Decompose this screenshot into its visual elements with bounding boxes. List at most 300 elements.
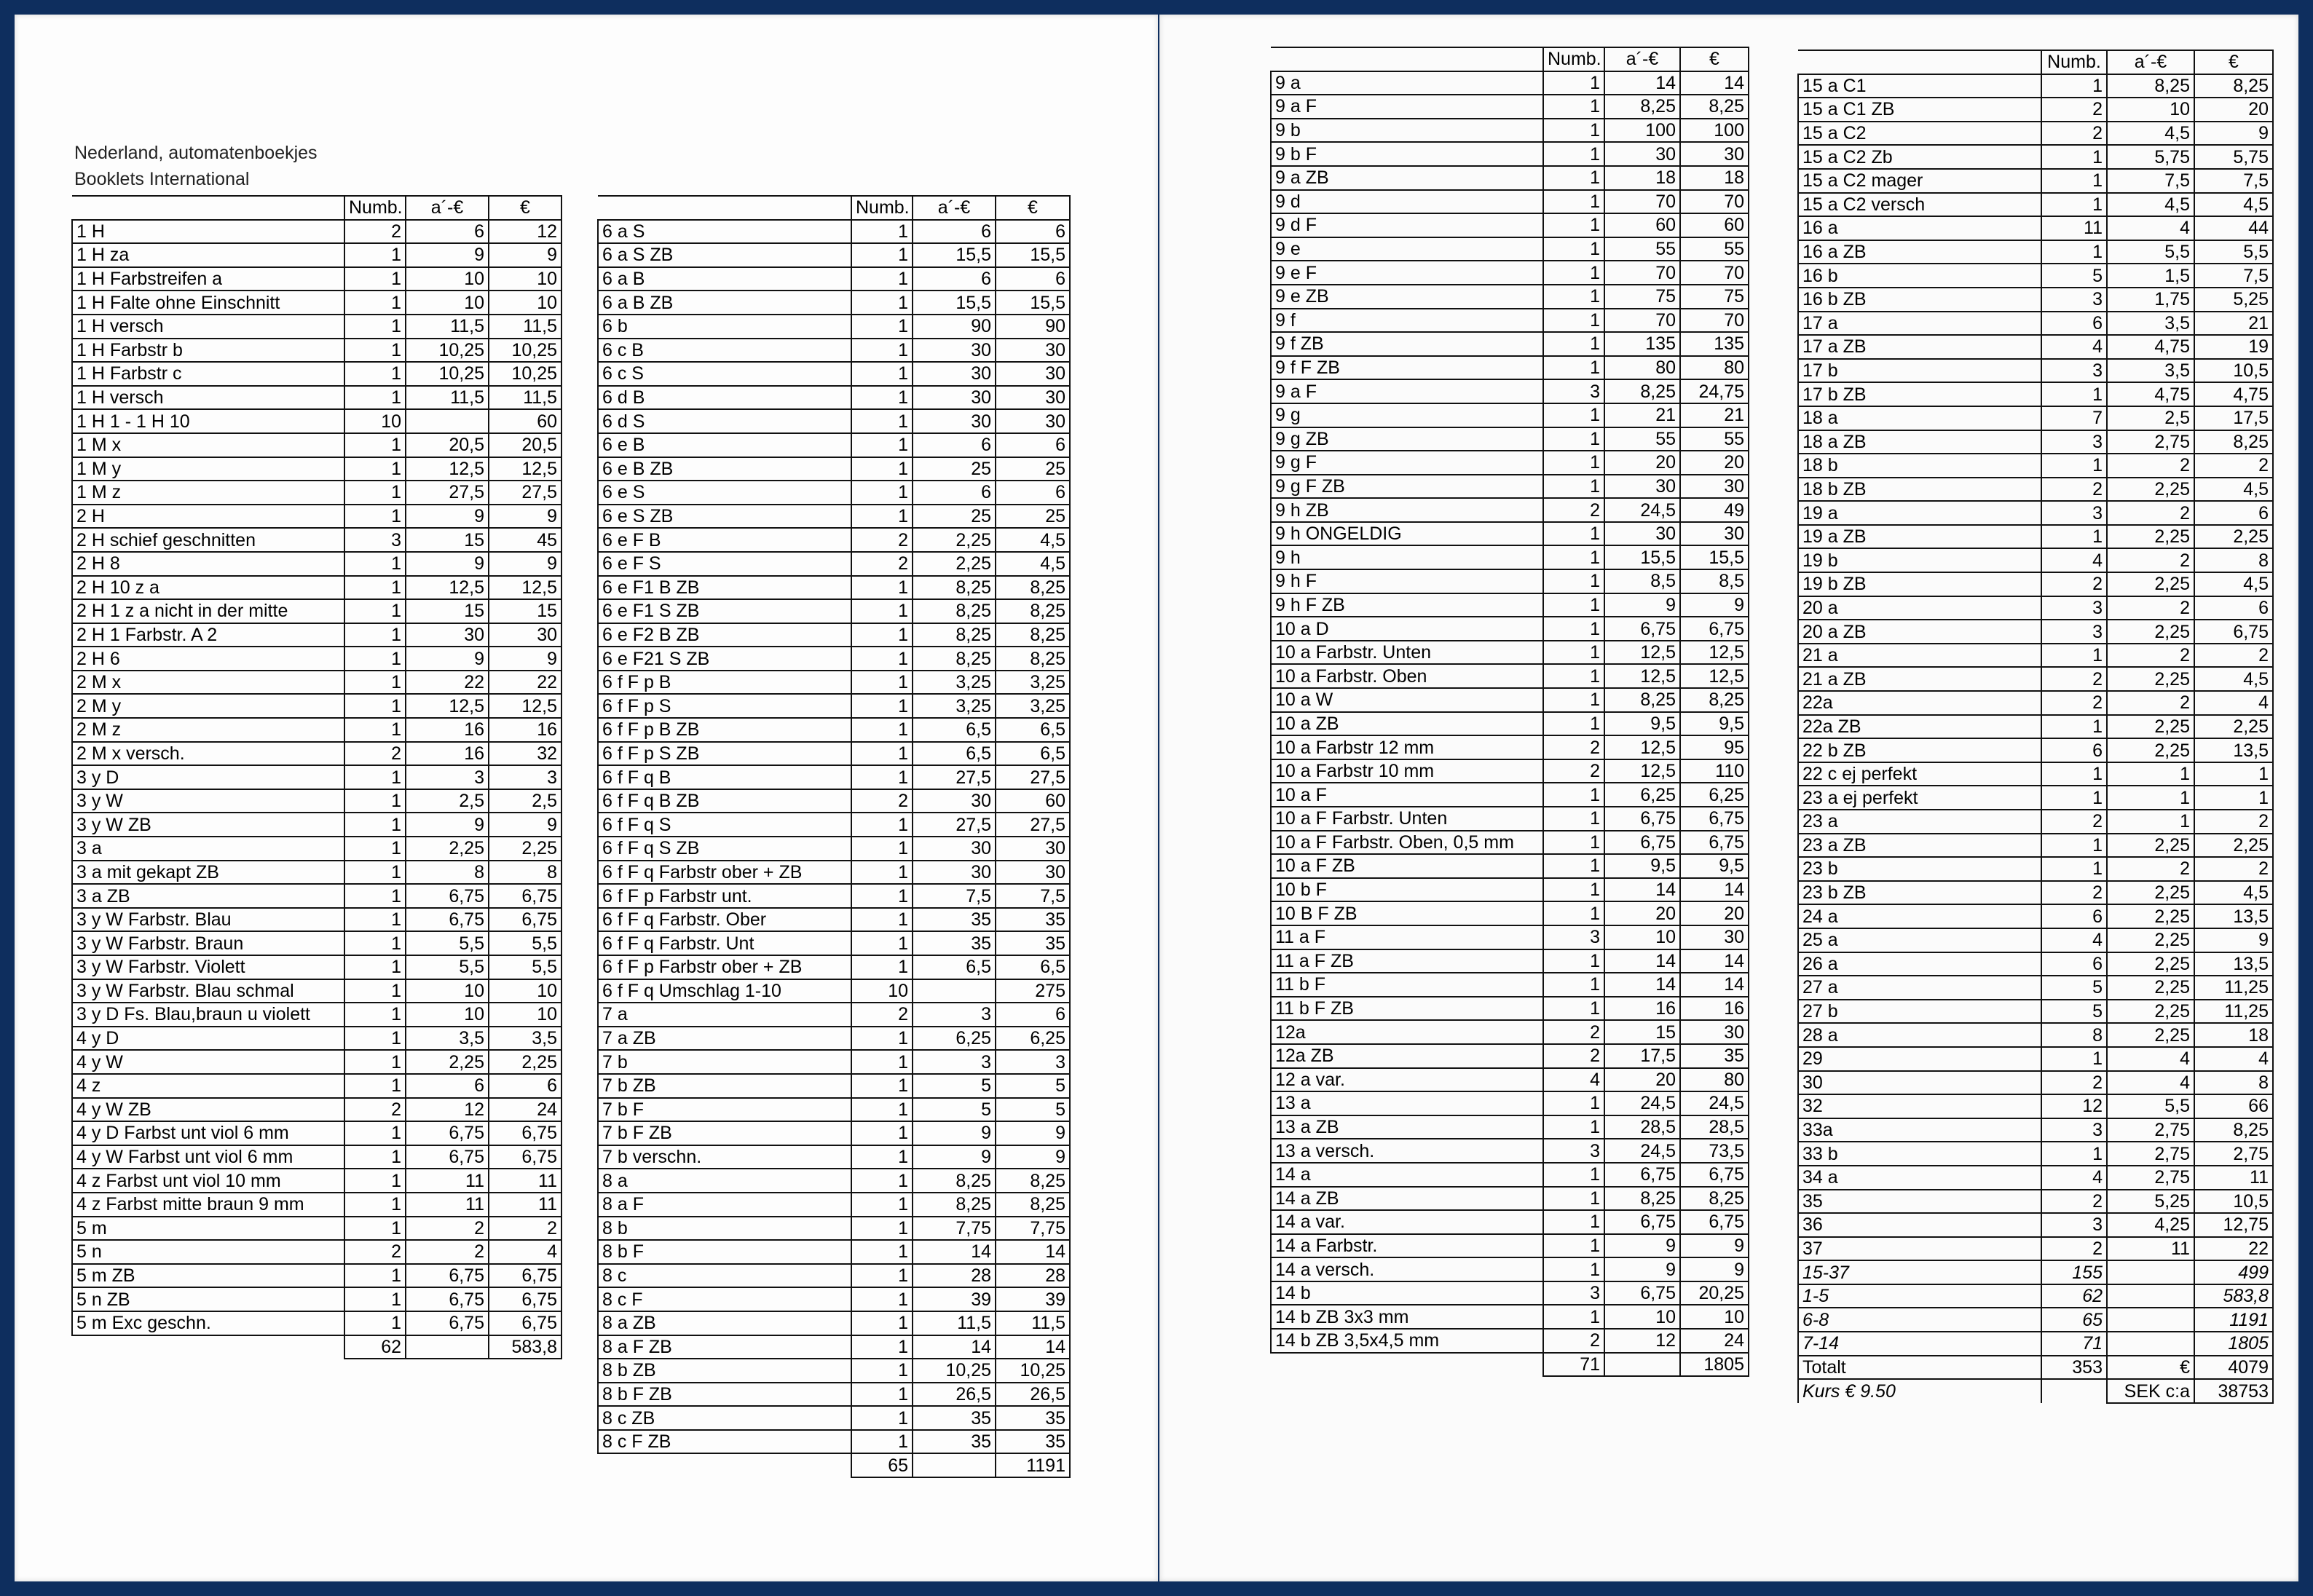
row-numb: 5 (2041, 1000, 2107, 1024)
row-each: 17,5 (1604, 1044, 1680, 1068)
row-total: 1 (2194, 762, 2273, 786)
row-numb: 1 (1543, 688, 1604, 712)
table-row (1271, 1020, 1749, 1044)
table-row (598, 505, 1070, 529)
row-numb: 1 (851, 694, 913, 718)
table-row (1798, 1047, 2273, 1071)
row-numb: 1 (1543, 1187, 1604, 1211)
row-numb: 3 (2041, 1118, 2107, 1142)
row-label: 3 y D (72, 765, 344, 789)
table-row (72, 955, 561, 979)
row-label: 9 h F ZB (1271, 593, 1543, 617)
row-each: 30 (913, 837, 996, 861)
table-row (598, 813, 1070, 837)
row-total: 11 (489, 1169, 561, 1193)
row-total: 26,5 (996, 1383, 1070, 1407)
row-each: 24,5 (1604, 498, 1680, 522)
row-total: 18 (1680, 166, 1749, 190)
total-sum: 1191 (996, 1453, 1070, 1477)
row-each: 30 (913, 861, 996, 885)
row-total: 11,5 (996, 1311, 1070, 1335)
summary-each (2107, 1284, 2194, 1308)
table-row (598, 481, 1070, 505)
row-total: 4,5 (2194, 478, 2273, 502)
row-total: 15 (489, 599, 561, 623)
row-numb: 1 (851, 884, 913, 908)
row-each: 4,75 (2107, 335, 2194, 359)
row-numb: 1 (344, 1264, 406, 1288)
row-label: 8 c F ZB (598, 1430, 851, 1454)
row-label: 8 b (598, 1217, 851, 1241)
table-row (72, 481, 561, 505)
price-table-4 (1797, 50, 2274, 1404)
row-each: 16 (1604, 997, 1680, 1021)
row-numb: 1 (1543, 190, 1604, 214)
row-total: 15,5 (996, 291, 1070, 315)
table-row (598, 1121, 1070, 1145)
table-row (598, 1003, 1070, 1027)
table-row (1271, 831, 1749, 855)
table-row (1798, 525, 2273, 549)
table-row (1271, 854, 1749, 878)
row-label: 14 b ZB 3,5x4,5 mm (1271, 1329, 1543, 1353)
row-each: 100 (1604, 119, 1680, 143)
row-label: 33a (1798, 1118, 2041, 1142)
row-label: 1 H za (72, 243, 344, 267)
row-each: 11,5 (406, 315, 489, 339)
row-numb: 1 (1543, 119, 1604, 143)
row-each: 15,5 (913, 243, 996, 267)
row-total: 24,75 (1680, 379, 1749, 403)
summary-row (1798, 1308, 2273, 1332)
table-row (598, 1050, 1070, 1074)
row-each: 2 (2107, 691, 2194, 715)
row-total: 8,25 (996, 647, 1070, 671)
row-label: 14 a var. (1271, 1210, 1543, 1234)
row-each: 1 (2107, 810, 2194, 834)
summary-numb: 65 (2041, 1308, 2107, 1332)
row-each: 12,5 (1604, 735, 1680, 759)
row-each: 2,25 (2107, 976, 2194, 1000)
table-row (1271, 807, 1749, 831)
row-label: 2 H (72, 505, 344, 529)
table-row (1798, 715, 2273, 739)
row-numb: 1 (1543, 285, 1604, 309)
row-total: 2,25 (489, 837, 561, 861)
total-blank (598, 1453, 851, 1477)
row-total: 6 (996, 1003, 1070, 1027)
row-each: 30 (913, 789, 996, 813)
row-each: 6,75 (1604, 617, 1680, 641)
row-label: 1 M x (72, 433, 344, 457)
column-header-numb: Numb. (1543, 47, 1604, 71)
row-label: 13 a ZB (1271, 1115, 1543, 1139)
row-each: 8,25 (913, 647, 996, 671)
table-row (1271, 95, 1749, 119)
row-numb: 1 (851, 1145, 913, 1169)
row-label: 9 f (1271, 309, 1543, 333)
row-numb: 1 (1543, 712, 1604, 736)
row-numb: 1 (344, 576, 406, 600)
table-row (598, 1406, 1070, 1430)
table-row (598, 1287, 1070, 1311)
row-numb: 1 (344, 362, 406, 386)
table-row (598, 552, 1070, 576)
table-row (598, 433, 1070, 457)
row-numb: 1 (851, 742, 913, 766)
table-row (1271, 545, 1749, 569)
row-numb: 1 (1543, 878, 1604, 902)
row-label: 17 b ZB (1798, 382, 2041, 406)
row-label: 9 g (1271, 403, 1543, 427)
row-numb: 1 (344, 243, 406, 267)
row-numb: 4 (2041, 1166, 2107, 1190)
row-each: 6 (406, 220, 489, 244)
table-row (72, 433, 561, 457)
row-numb: 1 (1543, 997, 1604, 1021)
row-label: 6 e F1 S ZB (598, 599, 851, 623)
row-label: 6 f F p Farbstr unt. (598, 884, 851, 908)
table-row (1798, 928, 2273, 952)
table-row (598, 362, 1070, 386)
row-each: 6,75 (406, 1145, 489, 1169)
row-each: 2,25 (913, 552, 996, 576)
row-each: 10,25 (913, 1359, 996, 1383)
page-left (15, 15, 1158, 1581)
row-each: 6,75 (406, 908, 489, 932)
row-label: 23 a (1798, 810, 2041, 834)
row-label: 16 b (1798, 264, 2041, 288)
row-numb: 1 (344, 765, 406, 789)
table-row (598, 837, 1070, 861)
row-label: 16 a ZB (1798, 240, 2041, 264)
row-label: 10 a F Farbstr. Unten (1271, 807, 1543, 831)
row-each: 60 (1604, 213, 1680, 237)
row-numb: 1 (1543, 949, 1604, 973)
table-row (1271, 759, 1749, 783)
row-each: 5,5 (406, 931, 489, 955)
row-each: 30 (406, 623, 489, 647)
row-total: 5,75 (2194, 145, 2273, 169)
row-each: 2,25 (2107, 738, 2194, 762)
row-total: 4 (2194, 691, 2273, 715)
row-label: 7 b F (598, 1098, 851, 1122)
row-total: 6 (996, 220, 1070, 244)
row-label: 4 z Farbst unt viol 10 mm (72, 1169, 344, 1193)
table-row (72, 1074, 561, 1098)
row-total: 24,5 (1680, 1091, 1749, 1115)
row-numb: 3 (2041, 359, 2107, 383)
row-total: 30 (1680, 1020, 1749, 1044)
row-label: 12 a var. (1271, 1068, 1543, 1092)
row-numb: 4 (2041, 928, 2107, 952)
row-label: 18 a ZB (1798, 430, 2041, 454)
row-label: 25 a (1798, 928, 2041, 952)
row-each: 6,25 (913, 1027, 996, 1051)
row-label: 2 M x versch. (72, 742, 344, 766)
row-numb: 1 (851, 765, 913, 789)
row-each: 8,25 (913, 1169, 996, 1193)
row-label: 16 b ZB (1798, 288, 2041, 312)
row-total: 8 (2194, 1071, 2273, 1095)
row-total: 10,5 (2194, 359, 2273, 383)
table-row (1271, 309, 1749, 333)
row-each: 2,25 (2107, 715, 2194, 739)
row-numb: 1 (1543, 95, 1604, 119)
row-numb: 1 (1543, 1234, 1604, 1258)
table-row (1798, 122, 2273, 146)
row-numb: 1 (1543, 451, 1604, 475)
column-header-each: a´-€ (406, 196, 489, 220)
row-each: 7,75 (913, 1217, 996, 1241)
row-total: 8 (489, 861, 561, 885)
row-label: 5 m Exc geschn. (72, 1311, 344, 1335)
row-label: 7 a (598, 1003, 851, 1027)
row-numb: 1 (1543, 1257, 1604, 1281)
row-label: 37 (1798, 1237, 2041, 1261)
table-row (72, 243, 561, 267)
row-each: 15 (406, 599, 489, 623)
row-numb: 6 (2041, 738, 2107, 762)
table-row (1271, 617, 1749, 641)
table-row (1271, 522, 1749, 546)
summary-each (2107, 1332, 2194, 1356)
row-total: 20 (1680, 901, 1749, 925)
row-total: 9,5 (1680, 712, 1749, 736)
row-label: 15 a C2 (1798, 122, 2041, 146)
row-label: 7 b ZB (598, 1074, 851, 1098)
row-label: 3 y W Farbstr. Braun (72, 931, 344, 955)
row-numb: 1 (344, 1121, 406, 1145)
row-total: 9 (1680, 1257, 1749, 1281)
row-label: 6 e F1 B ZB (598, 576, 851, 600)
row-each: 3,5 (406, 1027, 489, 1051)
row-total: 24 (489, 1098, 561, 1122)
row-numb: 1 (1543, 569, 1604, 593)
row-total: 8,25 (996, 623, 1070, 647)
row-label: 6 f F q Farbstr. Unt (598, 931, 851, 955)
row-label: 17 a (1798, 312, 2041, 336)
table-row (1798, 430, 2273, 454)
table-row (1271, 379, 1749, 403)
row-label: 9 h ZB (1271, 498, 1543, 522)
row-each: 70 (1604, 309, 1680, 333)
row-numb: 2 (1543, 1044, 1604, 1068)
row-numb: 1 (851, 576, 913, 600)
table-row (598, 955, 1070, 979)
table-row (1271, 427, 1749, 451)
row-each: 10 (406, 267, 489, 291)
row-total: 12,5 (1680, 641, 1749, 665)
table-row (1271, 166, 1749, 190)
row-numb: 1 (2041, 454, 2107, 478)
row-total: 10,25 (996, 1359, 1070, 1383)
row-each: 70 (1604, 190, 1680, 214)
row-label: 6 c B (598, 339, 851, 363)
row-numb: 11 (2041, 216, 2107, 240)
table-row (598, 457, 1070, 481)
row-label: 10 a Farbstr. Unten (1271, 641, 1543, 665)
row-label: 3 a (72, 837, 344, 861)
row-each: 27,5 (913, 765, 996, 789)
row-numb: 1 (2041, 857, 2107, 881)
table-row (598, 409, 1070, 433)
row-label: 4 y W ZB (72, 1098, 344, 1122)
row-numb: 12 (2041, 1094, 2107, 1118)
row-label: 10 a Farbstr. Oben (1271, 664, 1543, 688)
row-total: 3,25 (996, 671, 1070, 695)
row-each: 6,75 (1604, 807, 1680, 831)
table-row (1798, 216, 2273, 240)
row-each: 25 (913, 457, 996, 481)
row-total: 9 (2194, 122, 2273, 146)
row-total: 6,75 (2194, 620, 2273, 644)
row-label: 6 f F q B ZB (598, 789, 851, 813)
table-row (72, 267, 561, 291)
table-row (1271, 688, 1749, 712)
row-total: 30 (996, 362, 1070, 386)
row-numb: 1 (344, 433, 406, 457)
row-label: 15 a C1 (1798, 74, 2041, 98)
table-row (72, 671, 561, 695)
table-row (1271, 1281, 1749, 1305)
row-label: 10 b F (1271, 878, 1543, 902)
row-each: 12,5 (1604, 664, 1680, 688)
table-row (1798, 312, 2273, 336)
summary-numb: 62 (2041, 1284, 2107, 1308)
summary-total: 1191 (2194, 1308, 2273, 1332)
row-numb: 1 (1543, 403, 1604, 427)
row-each: 8,5 (1604, 569, 1680, 593)
row-numb: 1 (851, 1193, 913, 1217)
row-numb: 1 (851, 718, 913, 742)
row-total: 95 (1680, 735, 1749, 759)
table-row (598, 694, 1070, 718)
row-each: 6,75 (1604, 1281, 1680, 1305)
row-label: 6 f F q S (598, 813, 851, 837)
document-title: Nederland, automatenboekjes (74, 143, 318, 163)
table-row (1271, 285, 1749, 309)
row-label: 6 a S ZB (598, 243, 851, 267)
row-each: 6,75 (406, 884, 489, 908)
table-row (72, 1050, 561, 1074)
row-each: 10 (406, 979, 489, 1003)
table-row (1798, 572, 2273, 596)
row-numb: 2 (344, 742, 406, 766)
table-row (598, 1074, 1070, 1098)
row-total: 2,25 (2194, 834, 2273, 858)
row-numb: 1 (344, 671, 406, 695)
table-row (72, 599, 561, 623)
summary-each (2107, 1260, 2194, 1284)
row-each: 6 (913, 267, 996, 291)
table-row (598, 765, 1070, 789)
row-each: 10 (2107, 98, 2194, 122)
table-row (72, 789, 561, 813)
row-each: 1,75 (2107, 288, 2194, 312)
row-total: 18 (2194, 1023, 2273, 1047)
header-row (1798, 50, 2273, 74)
row-label: 23 b ZB (1798, 881, 2041, 905)
row-each: 2 (406, 1217, 489, 1241)
row-each: 2,25 (2107, 1023, 2194, 1047)
table-row (72, 1145, 561, 1169)
row-numb: 1 (851, 813, 913, 837)
table-row (72, 647, 561, 671)
table-row (598, 1264, 1070, 1288)
row-total: 35 (1680, 1044, 1749, 1068)
row-label: 1 H Farbstreifen a (72, 267, 344, 291)
row-total: 9 (489, 552, 561, 576)
table-row (1798, 145, 2273, 169)
row-total: 4,5 (996, 528, 1070, 552)
row-total: 30 (489, 623, 561, 647)
row-label: 9 a F (1271, 95, 1543, 119)
row-each: 2,25 (2107, 952, 2194, 976)
table-row (72, 884, 561, 908)
grand-total-row (1798, 1356, 2273, 1380)
table-row (598, 291, 1070, 315)
row-numb: 3 (1543, 925, 1604, 949)
row-label: 14 a Farbstr. (1271, 1234, 1543, 1258)
row-label: 8 b F (598, 1240, 851, 1264)
row-label: 10 a Farbstr 10 mm (1271, 759, 1543, 783)
row-each: 14 (1604, 71, 1680, 95)
row-label: 9 a ZB (1271, 166, 1543, 190)
table-row (1271, 119, 1749, 143)
row-numb: 1 (851, 1027, 913, 1051)
row-label: 19 a ZB (1798, 525, 2041, 549)
table-row (1798, 810, 2273, 834)
row-total: 9 (489, 505, 561, 529)
table-row (1798, 335, 2273, 359)
row-label: 1 H (72, 220, 344, 244)
row-each: 75 (1604, 285, 1680, 309)
row-each: 9,5 (1604, 854, 1680, 878)
row-total: 6 (996, 433, 1070, 457)
table-row (72, 1240, 561, 1264)
table-row (598, 1145, 1070, 1169)
row-each: 2,25 (2107, 834, 2194, 858)
row-label: 9 a (1271, 71, 1543, 95)
table-row (1271, 735, 1749, 759)
row-each: 2,25 (2107, 572, 2194, 596)
row-label: 6 f F q S ZB (598, 837, 851, 861)
row-numb: 1 (1543, 427, 1604, 451)
table-row (1271, 332, 1749, 356)
sek-label: SEK c:a (2107, 1379, 2194, 1403)
row-label: 26 a (1798, 952, 2041, 976)
table-row (598, 339, 1070, 363)
row-each: 6 (913, 433, 996, 457)
row-label: 6 e S ZB (598, 505, 851, 529)
table-row (1271, 1068, 1749, 1092)
table-row (1271, 1187, 1749, 1211)
row-each: 9 (406, 505, 489, 529)
row-total: 80 (1680, 356, 1749, 380)
table-row (1271, 498, 1749, 522)
row-total: 7,5 (2194, 264, 2273, 288)
row-total: 4,5 (2194, 193, 2273, 217)
row-total: 22 (489, 671, 561, 695)
row-total: 45 (489, 528, 561, 552)
row-numb: 2 (344, 1240, 406, 1264)
row-numb: 1 (2041, 382, 2107, 406)
table-row (1271, 997, 1749, 1021)
row-label: 6 e B ZB (598, 457, 851, 481)
row-numb: 1 (851, 1311, 913, 1335)
row-label: 21 a (1798, 644, 2041, 668)
